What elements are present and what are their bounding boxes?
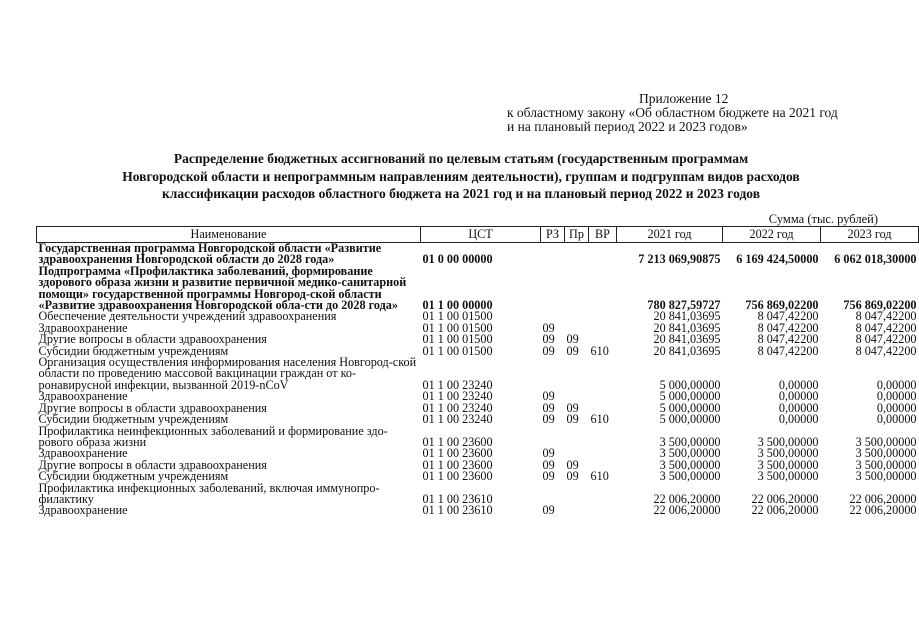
row-cst: 01 1 00 23240 <box>422 412 493 427</box>
row-2022: 3 500,00000 <box>757 434 819 449</box>
row-rz <box>541 357 565 391</box>
row-2022: 22 006,20000 <box>751 491 819 506</box>
row-name: Профилактика неинфекционных заболеваний и формирование здо-рового образа жизни <box>38 423 388 449</box>
row-rz: 09 <box>542 332 555 347</box>
row-2023: 8 047,42200 <box>855 309 917 324</box>
row-cst: 01 1 00 23600 <box>422 434 493 449</box>
row-cst: 01 1 00 23600 <box>422 469 493 484</box>
table-body <box>37 243 919 517</box>
row-rz: 09 <box>542 400 555 415</box>
row-name: Обеспечение деятельности учреждений здравоохранения <box>38 309 337 324</box>
row-2021: 5 000,00000 <box>659 412 721 427</box>
table-row <box>37 505 919 516</box>
row-name: Другие вопросы в области здравоохранения <box>38 332 267 347</box>
document-title <box>40 150 882 203</box>
row-2022: 8 047,42200 <box>757 332 819 347</box>
row-name: Другие вопросы в области здравоохранения <box>38 400 267 415</box>
table-row <box>37 357 919 391</box>
appendix-header <box>507 92 887 134</box>
row-2023: 0,00000 <box>876 377 917 392</box>
table-row <box>37 483 919 506</box>
row-pr: 09 <box>566 469 579 484</box>
row-vr: 610 <box>590 412 609 427</box>
row-name: Субсидии бюджетным учреждениям <box>38 469 229 484</box>
row-pr: 09 <box>566 343 579 358</box>
row-2023: 8 047,42200 <box>855 343 917 358</box>
row-name: Подпрограмма «Профилактика заболеваний, формирование здорового образа жизни и развитие первичной медико-санитарной помощи» государственной программы Новгород-ской области «Развитие здравоохранения Новгородской обла-сти до 2028 года» <box>38 263 407 313</box>
header-rz: РЗ <box>541 227 565 243</box>
row-2022: 3 500,00000 <box>757 457 819 472</box>
units-note: Сумма (тыс. рублей) <box>768 212 878 226</box>
row-2022: 22 006,20000 <box>751 503 819 518</box>
header-pr: Пр <box>565 227 589 243</box>
row-rz: 09 <box>542 469 555 484</box>
row-pr: 09 <box>566 400 579 415</box>
row-rz: 09 <box>542 389 555 404</box>
row-pr <box>565 357 589 391</box>
row-pr <box>565 266 589 312</box>
row-cst: 01 1 00 00000 <box>422 298 493 313</box>
row-cst: 01 1 00 23240 <box>422 400 493 415</box>
header-name: Наименование <box>37 227 421 243</box>
row-2021: 20 841,03695 <box>653 332 721 347</box>
title-line-1: Распределение бюджетных ассигнований по целевым статьям (государственным программам <box>173 151 749 166</box>
row-cst: 01 1 00 23240 <box>422 377 493 392</box>
row-2021: 5 000,00000 <box>659 389 721 404</box>
row-vr: 610 <box>590 469 609 484</box>
row-2021: 22 006,20000 <box>653 491 721 506</box>
row-2023: 22 006,20000 <box>849 491 917 506</box>
row-pr <box>565 505 589 516</box>
row-rz: 09 <box>542 343 555 358</box>
row-2021: 20 841,03695 <box>653 343 721 358</box>
row-2023: 8 047,42200 <box>855 332 917 347</box>
row-name: Здравоохранение <box>38 503 128 518</box>
row-2023: 3 500,00000 <box>855 457 917 472</box>
row-cst: 01 1 00 01500 <box>422 332 493 347</box>
appendix-line-2: и на плановый период 2022 и 2023 годов» <box>507 119 748 134</box>
row-cst: 01 1 00 23240 <box>422 389 493 404</box>
row-cst: 01 1 00 23610 <box>422 491 493 506</box>
row-vr <box>589 266 617 312</box>
row-2022: 8 047,42200 <box>757 343 819 358</box>
row-2021: 22 006,20000 <box>653 503 721 518</box>
header-2023: 2023 год <box>821 227 919 243</box>
row-2021: 5 000,00000 <box>659 400 721 415</box>
row-name: Другие вопросы в области здравоохранения <box>38 457 267 472</box>
row-vr <box>589 357 617 391</box>
row-2021: 7 213 069,90875 <box>638 252 721 267</box>
row-rz: 09 <box>542 412 555 427</box>
row-vr <box>589 391 617 402</box>
appendix-line-1: к областному закону «Об областном бюджете на 2021 год <box>507 105 838 120</box>
row-2022: 8 047,42200 <box>757 309 819 324</box>
row-vr <box>589 448 617 459</box>
row-rz: 09 <box>542 320 555 335</box>
row-2021: 3 500,00000 <box>659 457 721 472</box>
appendix-number: Приложение 12 <box>639 91 729 106</box>
row-cst: 01 1 00 01500 <box>422 309 493 324</box>
row-rz: 09 <box>542 446 555 461</box>
row-2022: 0,00000 <box>778 412 819 427</box>
row-2022: 0,00000 <box>778 389 819 404</box>
row-name: Организация осуществления информирования населения Новгород-ской области по проведению массовой вакцинации граждан от ко-ронавирусной инфекции, вызванной 2019-nCoV <box>38 355 417 392</box>
row-2023: 8 047,42200 <box>855 320 917 335</box>
row-2021: 5 000,00000 <box>659 377 721 392</box>
row-name: Профилактика инфекционных заболеваний, включая иммунопро-филактику <box>38 480 380 506</box>
row-name: Субсидии бюджетным учреждениям <box>38 343 229 358</box>
header-cst: ЦСТ <box>421 227 541 243</box>
row-pr: 09 <box>566 412 579 427</box>
row-rz <box>541 483 565 506</box>
row-name: Государственная программа Новгородской области «Развитие здравоохранения Новгородской области до 2028 года» <box>38 241 382 267</box>
row-2022: 756 869,02200 <box>745 298 819 313</box>
row-cst: 01 1 00 23600 <box>422 446 493 461</box>
row-vr <box>589 505 617 516</box>
row-vr <box>589 483 617 506</box>
row-2021: 20 841,03695 <box>653 320 721 335</box>
row-rz <box>541 266 565 312</box>
row-pr <box>565 426 589 449</box>
table-row <box>37 266 919 312</box>
row-rz <box>541 243 565 266</box>
row-2021: 3 500,00000 <box>659 446 721 461</box>
header-vr: ВР <box>589 227 617 243</box>
row-2023: 0,00000 <box>876 389 917 404</box>
row-rz: 09 <box>542 457 555 472</box>
row-2022: 0,00000 <box>778 400 819 415</box>
row-2022: 6 169 424,50000 <box>736 252 819 267</box>
row-2022: 3 500,00000 <box>757 469 819 484</box>
row-2021: 3 500,00000 <box>659 469 721 484</box>
title-line-3: классификации расходов областного бюджета на 2021 год и на плановый период 2022 и 2023 годов <box>162 186 760 201</box>
row-pr <box>565 311 589 322</box>
header-2021: 2021 год <box>617 227 723 243</box>
row-2022: 0,00000 <box>778 377 819 392</box>
row-pr: 09 <box>566 457 579 472</box>
row-cst: 01 1 00 01500 <box>422 320 493 335</box>
row-vr <box>589 426 617 449</box>
row-rz: 09 <box>542 503 555 518</box>
table-row <box>37 243 919 266</box>
row-name: Здравоохранение <box>38 320 128 335</box>
row-cst: 01 1 00 23610 <box>422 503 493 518</box>
row-pr <box>565 483 589 506</box>
row-cst: 01 1 00 01500 <box>422 343 493 358</box>
row-cst: 01 1 00 23600 <box>422 457 493 472</box>
row-2023: 3 500,00000 <box>855 469 917 484</box>
header-2022: 2022 год <box>723 227 821 243</box>
row-name: Здравоохранение <box>38 446 128 461</box>
row-rz <box>541 426 565 449</box>
row-2023: 6 062 018,30000 <box>834 252 917 267</box>
row-cst: 01 0 00 00000 <box>422 252 493 267</box>
row-vr: 610 <box>590 343 609 358</box>
row-2023: 22 006,20000 <box>849 503 917 518</box>
row-2023: 3 500,00000 <box>855 446 917 461</box>
budget-table <box>36 226 919 517</box>
row-name: Здравоохранение <box>38 389 128 404</box>
row-vr <box>589 311 617 322</box>
row-2023: 0,00000 <box>876 412 917 427</box>
row-2023: 3 500,00000 <box>855 434 917 449</box>
row-vr <box>589 243 617 266</box>
row-2022: 8 047,42200 <box>757 320 819 335</box>
row-name: Субсидии бюджетным учреждениям <box>38 412 229 427</box>
row-2021: 20 841,03695 <box>653 309 721 324</box>
row-pr: 09 <box>566 332 579 347</box>
row-2022: 3 500,00000 <box>757 446 819 461</box>
row-pr <box>565 243 589 266</box>
row-2021: 780 827,59727 <box>647 298 721 313</box>
title-line-2: Новгородской области и непрограммным направлениям деятельности), группам и подгруппам видов расходов <box>122 168 800 184</box>
row-vr <box>589 323 617 334</box>
row-2023: 0,00000 <box>876 400 917 415</box>
row-2021: 3 500,00000 <box>659 434 721 449</box>
table-row <box>37 426 919 449</box>
row-2023: 756 869,02200 <box>843 298 917 313</box>
